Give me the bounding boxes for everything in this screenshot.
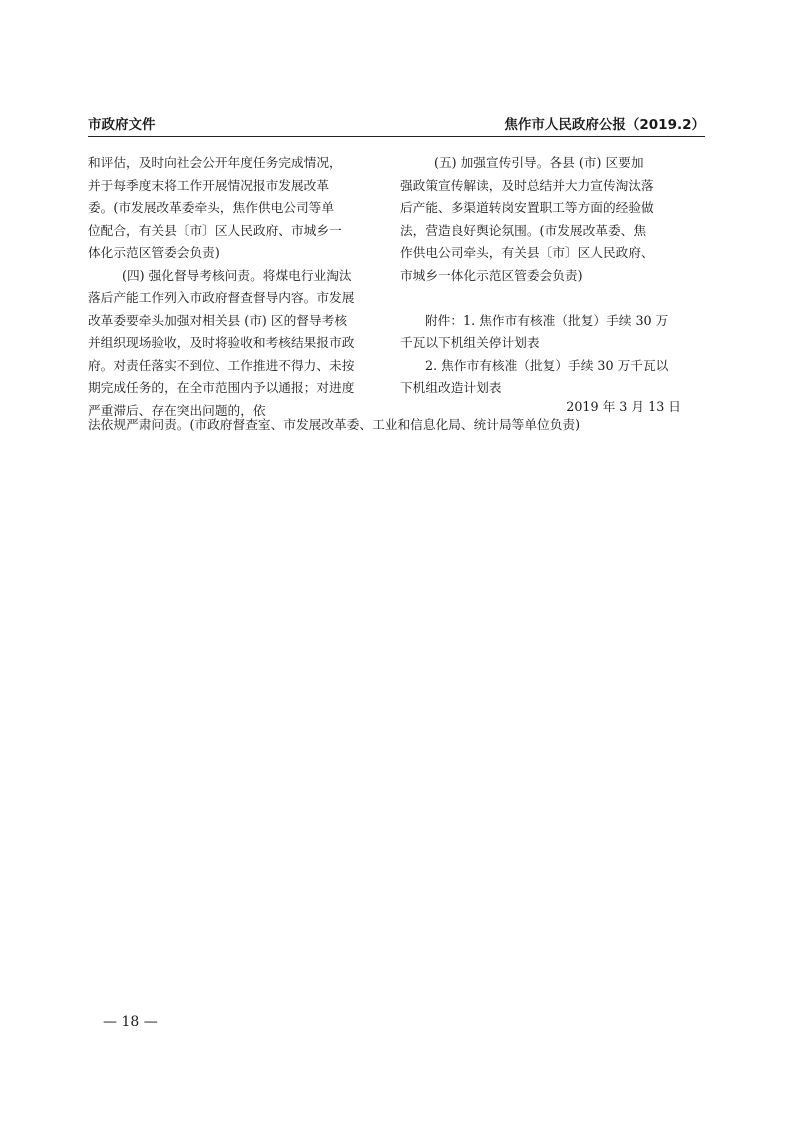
- text-line: 作供电公司牵头，有关县〔市〕区人民政府、: [400, 245, 654, 260]
- right-column: [400, 152, 706, 400]
- header-rule: [88, 136, 705, 137]
- text-line: 落后产能工作列入市政府督查督导内容。市发展: [88, 290, 355, 305]
- text-line: 严重滞后、存在突出问题的，依: [88, 402, 266, 418]
- header-section-title: 市政府文件: [88, 117, 156, 133]
- attachment-line: 附件：1. 焦作市有核准（批复）手续 30 万: [425, 312, 669, 328]
- text-line: 和评估，及时向社会公开年度任务完成情况，: [88, 155, 342, 170]
- left-column: [88, 152, 388, 422]
- text-line: 体化示范区管委会负责): [88, 245, 220, 260]
- attachment-line: 千瓦以下机组关停计划表: [400, 335, 540, 350]
- page-number: — 18 —: [103, 1014, 158, 1030]
- text-line: 位配合，有关县〔市〕区人民政府、市城乡一: [88, 222, 342, 238]
- text-line: 委。(市发展改革委牵头，焦作供电公司等单: [88, 200, 335, 215]
- text-line: 市城乡一体化示范区管委会负责): [400, 267, 583, 283]
- text-line: 府。对责任落实不到位、工作推进不得力、未按: [88, 357, 355, 373]
- text-line: 并于每季度末将工作开展情况报市发展改革: [88, 177, 330, 193]
- attachment-line: 下机组改造计划表: [400, 380, 502, 395]
- document-date: 2019 年 3 月 13 日: [566, 399, 681, 414]
- text-line: 后产能、多渠道转岗安置职工等方面的经验做: [400, 200, 654, 215]
- text-line: 法，营造良好舆论氛围。(市发展改革委、焦: [400, 222, 647, 238]
- header-publication-title: 焦作市人民政府公报（2019.2）: [504, 117, 705, 133]
- section-heading-line: (四) 强化督导考核问责。将煤电行业淘汰: [122, 267, 352, 283]
- section-heading-line: (五) 加强宣传引导。各县 (市) 区要加: [434, 155, 644, 170]
- text-line: 强政策宣传解读，及时总结并大力宣传淘汰落: [400, 177, 654, 193]
- attachment-line: 2. 焦作市有核准（批复）手续 30 万千瓦以: [425, 357, 669, 373]
- text-line: 改革委要牵头加强对相关县 (市) 区的督导考核: [88, 312, 348, 328]
- text-line: 并组织现场验收，及时将验收和考核结果报市政: [88, 335, 355, 350]
- text-line: 期完成任务的，在全市范围内予以通报；对进度: [88, 380, 355, 395]
- continuation-line: 法依规严肃问责。(市政府督查室、市发展改革委、工业和信息化局、统计局等单位负责): [88, 417, 581, 432]
- page-header: [88, 113, 705, 133]
